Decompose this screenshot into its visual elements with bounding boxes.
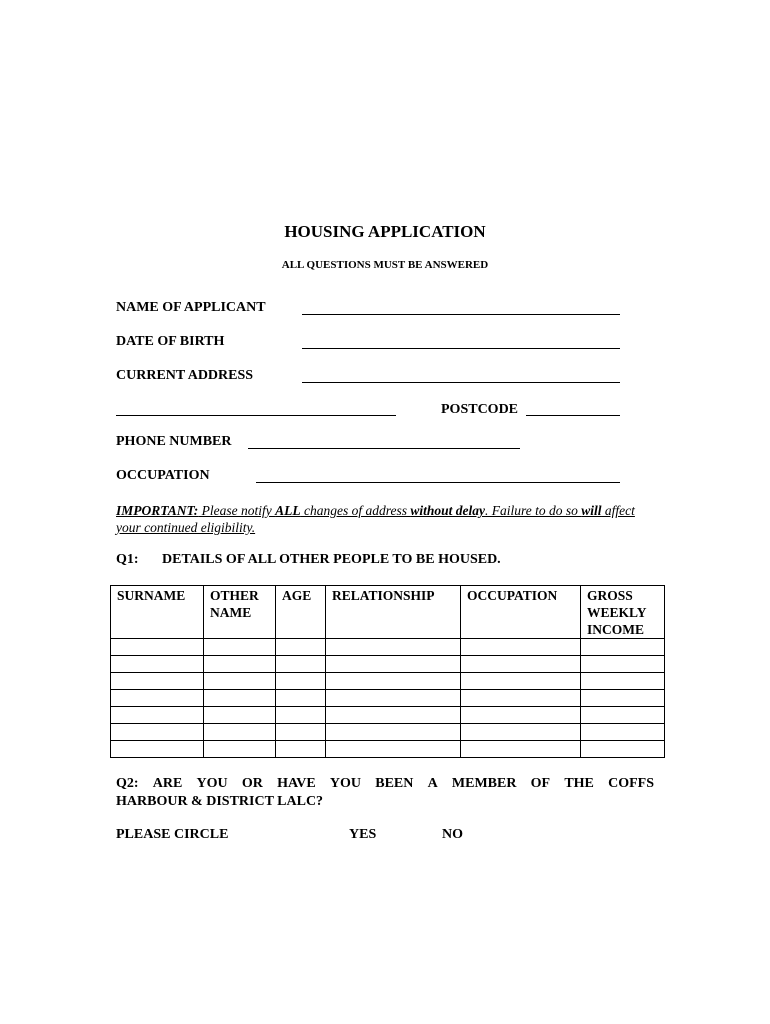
table-cell[interactable] bbox=[111, 639, 204, 656]
name-of-applicant-label: NAME OF APPLICANT bbox=[116, 300, 266, 315]
date-of-birth-label: DATE OF BIRTH bbox=[116, 334, 225, 349]
postcode-label: POSTCODE bbox=[441, 402, 519, 417]
table-cell[interactable] bbox=[461, 707, 581, 724]
table-cell[interactable] bbox=[581, 639, 665, 656]
relationship-header: RELATIONSHIP bbox=[326, 586, 461, 639]
table-cell[interactable] bbox=[581, 690, 665, 707]
please-circle-label: PLEASE CIRCLE bbox=[116, 827, 229, 842]
question-1-text: DETAILS OF ALL OTHER PEOPLE TO BE HOUSED. bbox=[162, 552, 501, 567]
question-2-line-1: Q2: ARE YOU OR HAVE YOU BEEN A MEMBER OF THE COFFS bbox=[116, 776, 654, 791]
table-cell[interactable] bbox=[276, 656, 326, 673]
table-cell[interactable] bbox=[204, 707, 276, 724]
no-option[interactable]: NO bbox=[442, 827, 463, 842]
occupation-header: OCCUPATION bbox=[461, 586, 581, 639]
question-2-number: Q2: bbox=[116, 776, 139, 791]
table-row bbox=[111, 741, 665, 758]
page-title: HOUSING APPLICATION bbox=[284, 222, 486, 241]
table-cell[interactable] bbox=[111, 741, 204, 758]
current-address-label: CURRENT ADDRESS bbox=[116, 368, 254, 383]
table-cell[interactable] bbox=[276, 707, 326, 724]
question-2-line-2: HARBOUR & DISTRICT LALC? bbox=[116, 794, 324, 809]
table-cell[interactable] bbox=[581, 724, 665, 741]
table-row bbox=[111, 656, 665, 673]
surname-header: SURNAME bbox=[111, 586, 204, 639]
important-notice: IMPORTANT: Please notify ALL changes of address without delay. Failure to do so will affect your continued eligibility. bbox=[116, 503, 635, 535]
name-of-applicant-field[interactable] bbox=[302, 314, 620, 315]
table-cell[interactable] bbox=[581, 741, 665, 758]
table-cell[interactable] bbox=[111, 724, 204, 741]
table-row bbox=[111, 690, 665, 707]
phone-number-label: PHONE NUMBER bbox=[116, 434, 232, 449]
page-subtitle: ALL QUESTIONS MUST BE ANSWERED bbox=[281, 259, 489, 271]
table-cell[interactable] bbox=[326, 724, 461, 741]
table-cell[interactable] bbox=[461, 741, 581, 758]
occupation-field[interactable] bbox=[256, 482, 620, 483]
table-row bbox=[111, 707, 665, 724]
table-cell[interactable] bbox=[461, 639, 581, 656]
postcode-field[interactable] bbox=[526, 415, 620, 416]
date-of-birth-field[interactable] bbox=[302, 348, 620, 349]
table-cell[interactable] bbox=[326, 690, 461, 707]
table-cell[interactable] bbox=[461, 690, 581, 707]
people-table bbox=[110, 585, 665, 758]
phone-number-field[interactable] bbox=[248, 448, 520, 449]
table-cell[interactable] bbox=[204, 673, 276, 690]
table-cell[interactable] bbox=[111, 707, 204, 724]
table-cell[interactable] bbox=[461, 673, 581, 690]
table-header-row bbox=[111, 586, 665, 639]
table-cell[interactable] bbox=[326, 707, 461, 724]
table-cell[interactable] bbox=[326, 741, 461, 758]
table-cell[interactable] bbox=[581, 656, 665, 673]
age-header: AGE bbox=[276, 586, 326, 639]
table-cell[interactable] bbox=[276, 690, 326, 707]
table-cell[interactable] bbox=[581, 673, 665, 690]
table-cell[interactable] bbox=[204, 656, 276, 673]
table-cell[interactable] bbox=[276, 639, 326, 656]
table-cell[interactable] bbox=[204, 724, 276, 741]
gross-weekly-income-header: GROSS WEEKLY INCOME bbox=[581, 586, 665, 639]
question-1-number: Q1: bbox=[116, 552, 139, 567]
table-cell[interactable] bbox=[111, 656, 204, 673]
table-cell[interactable] bbox=[326, 639, 461, 656]
table-cell[interactable] bbox=[276, 673, 326, 690]
table-row bbox=[111, 724, 665, 741]
table-cell[interactable] bbox=[276, 724, 326, 741]
table-cell[interactable] bbox=[204, 690, 276, 707]
important-label: IMPORTANT: bbox=[116, 503, 199, 518]
yes-option[interactable]: YES bbox=[349, 827, 377, 842]
table-cell[interactable] bbox=[581, 707, 665, 724]
table-cell[interactable] bbox=[326, 656, 461, 673]
table-cell[interactable] bbox=[276, 741, 326, 758]
current-address-field[interactable] bbox=[302, 382, 620, 383]
question-1 bbox=[116, 552, 501, 568]
question-2 bbox=[116, 775, 654, 811]
table-row bbox=[111, 639, 665, 656]
address-line-2-field[interactable] bbox=[116, 415, 396, 416]
table-cell[interactable] bbox=[204, 639, 276, 656]
table-cell[interactable] bbox=[111, 690, 204, 707]
table-cell[interactable] bbox=[461, 724, 581, 741]
table-cell[interactable] bbox=[461, 656, 581, 673]
table-row bbox=[111, 673, 665, 690]
table-cell[interactable] bbox=[111, 673, 204, 690]
occupation-label: OCCUPATION bbox=[116, 468, 210, 483]
table-cell[interactable] bbox=[204, 741, 276, 758]
table-cell[interactable] bbox=[326, 673, 461, 690]
other-name-header: OTHER NAME bbox=[204, 586, 276, 639]
